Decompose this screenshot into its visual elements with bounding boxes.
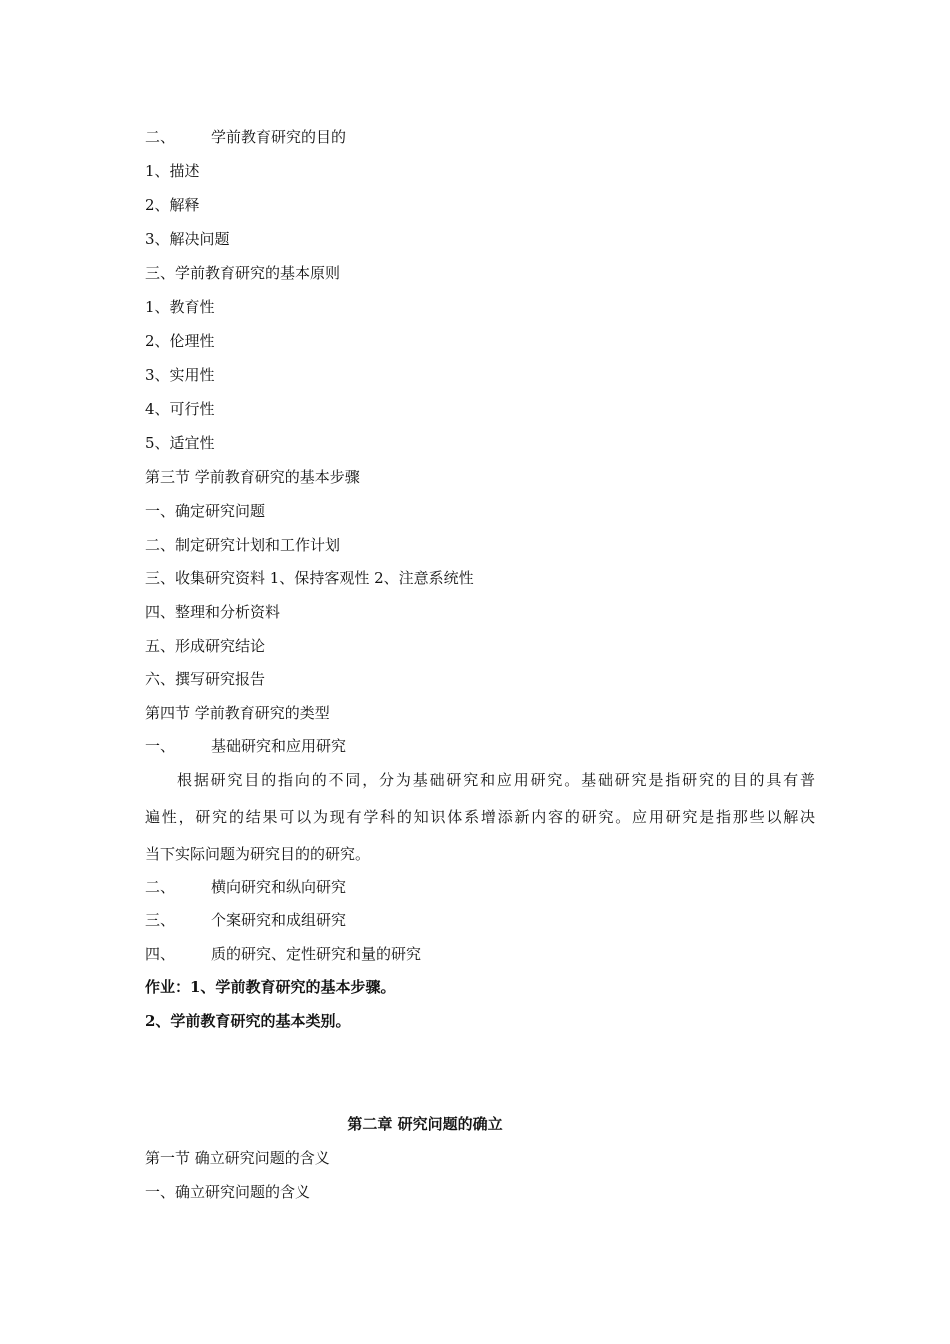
item-number: 一、	[145, 737, 176, 755]
heading-cross-longitudinal	[145, 877, 346, 897]
paragraph-line: 当下实际问题为研究目的的研究。	[145, 845, 371, 863]
list-item: 一、确定研究问题	[145, 502, 266, 520]
heading-basic-applied	[145, 736, 346, 756]
item-number: 三、	[145, 911, 176, 929]
chapter-title: 第二章 研究问题的确立	[347, 1115, 503, 1133]
item-number: 二、	[145, 878, 176, 896]
list-item: 2、伦理性	[145, 332, 215, 350]
section-heading: 第四节 学前教育研究的类型	[145, 704, 330, 722]
list-item: 六、撰写研究报告	[145, 670, 266, 688]
list-item: 1、描述	[145, 162, 200, 180]
list-item: 5、适宜性	[145, 434, 215, 452]
item-text: 基础研究和应用研究	[211, 737, 347, 755]
homework-line: 作业：1、学前教育研究的基本步骤。	[145, 978, 396, 996]
section-heading: 第一节 确立研究问题的含义	[145, 1149, 330, 1167]
list-item: 一、确立研究问题的含义	[145, 1183, 311, 1201]
list-item: 二、制定研究计划和工作计划	[145, 536, 341, 554]
heading-qualitative-quantitative	[145, 944, 421, 964]
list-item: 3、实用性	[145, 366, 215, 384]
list-item: 1、教育性	[145, 298, 215, 316]
paragraph-line: 根据研究目的指向的不同，分为基础研究和应用研究。基础研究是指研究的目的具有普	[177, 771, 815, 789]
item-text: 学前教育研究的目的	[211, 128, 347, 146]
item-text: 质的研究、定性研究和量的研究	[211, 945, 422, 963]
item-number: 四、	[145, 945, 176, 963]
item-text: 横向研究和纵向研究	[211, 878, 347, 896]
list-item: 4、可行性	[145, 400, 215, 418]
list-item: 3、解决问题	[145, 230, 230, 248]
section-heading: 第三节 学前教育研究的基本步骤	[145, 468, 360, 486]
list-item: 五、形成研究结论	[145, 637, 266, 655]
homework-line: 2、学前教育研究的基本类别。	[145, 1012, 351, 1030]
item-text: 个案研究和成组研究	[211, 911, 347, 929]
list-item: 四、整理和分析资料	[145, 603, 281, 621]
heading-principles: 三、学前教育研究的基本原则	[145, 264, 341, 282]
item-number: 二、	[145, 128, 176, 146]
heading-case-group	[145, 910, 346, 930]
heading-purpose	[145, 127, 346, 147]
list-item: 2、解释	[145, 196, 200, 214]
body-paragraph	[145, 762, 815, 873]
list-item: 三、收集研究资料 1、保持客观性 2、注意系统性	[145, 569, 474, 587]
paragraph-line: 遍性，研究的结果可以为现有学科的知识体系增添新内容的研究。应用研究是指那些以解决	[145, 808, 815, 826]
